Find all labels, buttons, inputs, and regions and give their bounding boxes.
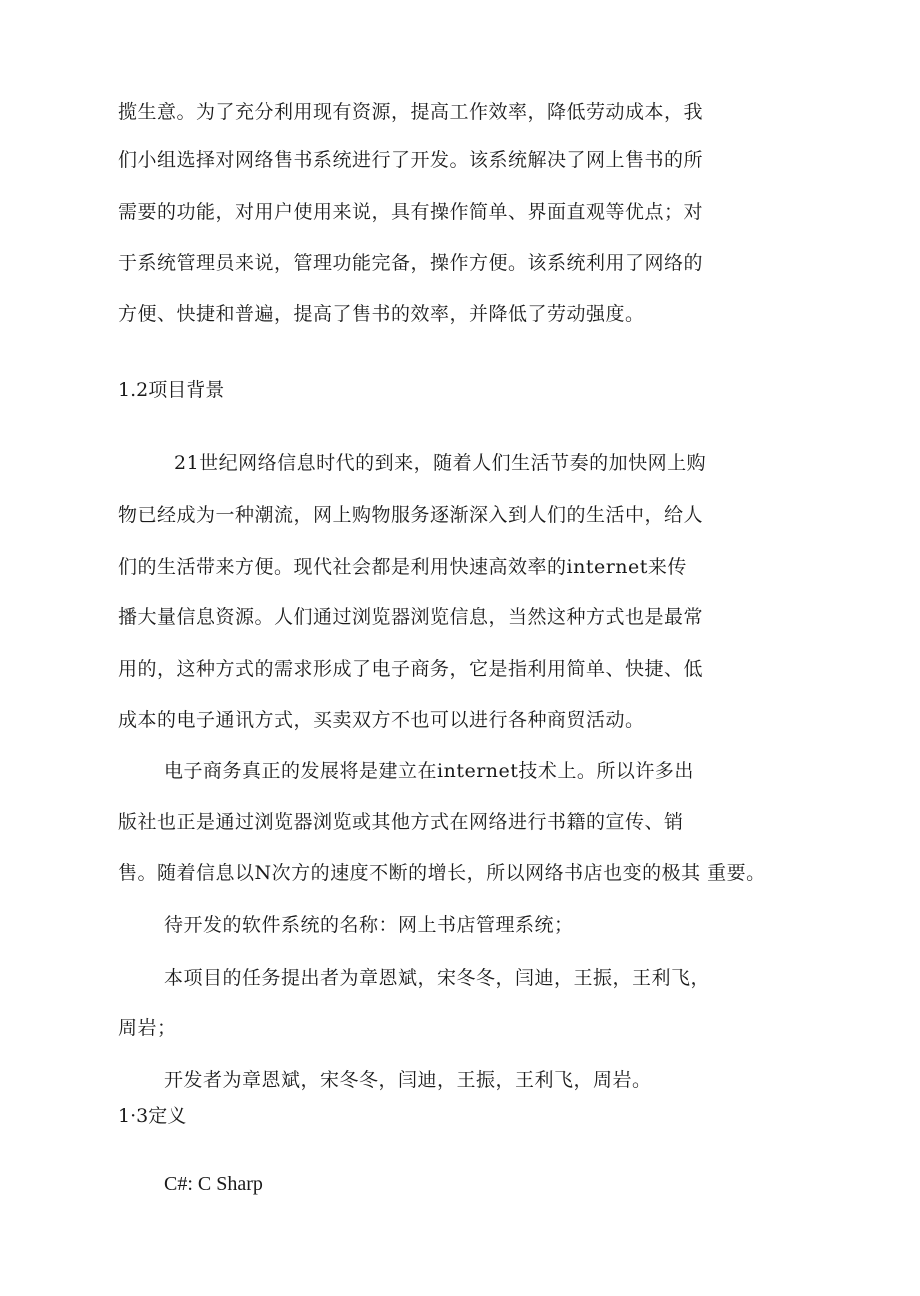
intro-line-2: 们小组选择对网络售书系统进行了开发。该系统解决了网上售书的所 <box>118 149 704 171</box>
system-name-line: 待开发的软件系统的名称：网上书店管理系统； <box>164 914 574 936</box>
definition-csharp: C#: C Sharp <box>164 1173 263 1195</box>
intro-line-5: 方便、快捷和普遍，提高了售书的效率，并降低了劳动强度。 <box>118 303 645 325</box>
task-proposer-line-1: 本项目的任务提出者为章恩斌，宋冬冬，闫迪，王振，王利飞， <box>164 967 711 989</box>
background-line-6: 成本的电子通讯方式，买卖双方不也可以进行各种商贸活动。 <box>118 709 645 731</box>
background-line-3: 们的生活带来方便。现代社会都是利用快速高效率的internet来传 <box>118 556 687 578</box>
intro-line-3: 需要的功能，对用户使用来说，具有操作简单、界面直观等优点；对 <box>118 201 704 223</box>
intro-line-4: 于系统管理员来说，管理功能完备，操作方便。该系统利用了网络的 <box>118 252 704 274</box>
background-line-4: 播大量信息资源。人们通过浏览器浏览信息，当然这种方式也是最常 <box>118 606 704 628</box>
intro-line-1: 揽生意。为了充分利用现有资源，提高工作效率，降低劳动成本，我 <box>118 101 704 123</box>
background-line-5: 用的，这种方式的需求形成了电子商务，它是指利用简单、快捷、低 <box>118 658 704 680</box>
section-heading-1-2: 1.2项目背景 <box>118 379 225 401</box>
background-line-2: 物已经成为一种潮流，网上购物服务逐渐深入到人们的生活中，给人 <box>118 504 704 526</box>
ecommerce-line-1: 电子商务真正的发展将是建立在internet技术上。所以许多出 <box>164 760 694 782</box>
background-line-1: 21世纪网络信息时代的到来，随着人们生活节奏的加快网上购 <box>174 452 707 474</box>
ecommerce-line-3: 售。随着信息以N次方的速度不断的增长，所以网络书店也变的极其 重要。 <box>118 862 766 884</box>
section-heading-1-3: 1·3定义 <box>118 1105 187 1127</box>
developers-line: 开发者为章恩斌，宋冬冬，闫迪，王振，王利飞，周岩。 <box>164 1069 652 1091</box>
ecommerce-line-2: 版社也正是通过浏览器浏览或其他方式在网络进行书籍的宣传、销 <box>118 811 684 833</box>
task-proposer-line-2: 周岩； <box>118 1017 177 1039</box>
